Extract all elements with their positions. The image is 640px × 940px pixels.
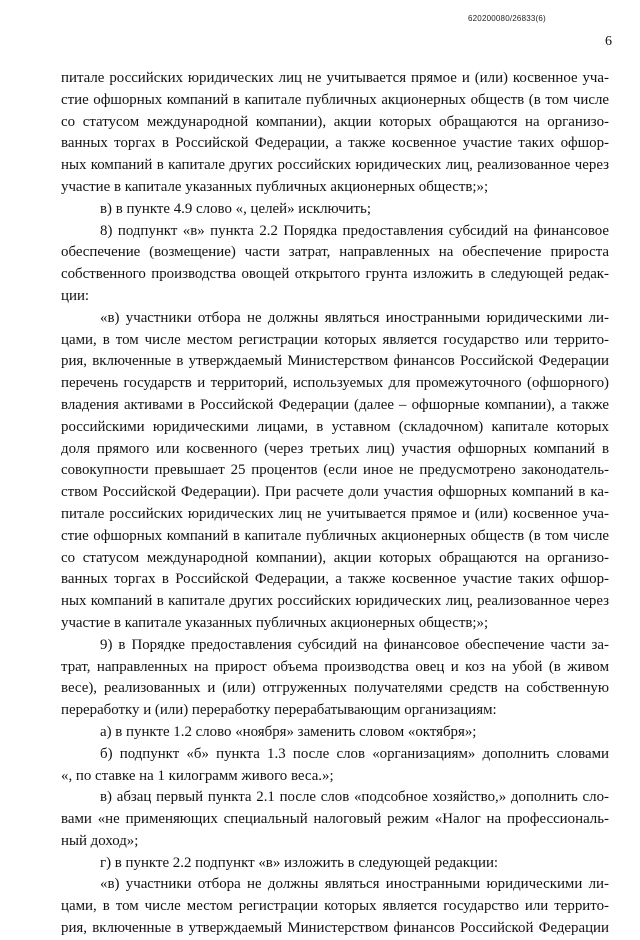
- text-line: ством Российской Федерации). При расчете доли участия офшорных компаний в ка-: [61, 484, 609, 501]
- text-line: «, по ставке на 1 килограмм живого веса.»;: [61, 767, 334, 784]
- document-body: [61, 68, 609, 940]
- text-line: стие офшорных компаний в капитале публичных акционерных обществ (в том числе: [61, 91, 609, 108]
- page-number: 6: [605, 34, 612, 49]
- text-line: «в) участники отбора не должны являться иностранными юридическими ли-: [100, 876, 609, 893]
- text-line: 8) подпункт «в» пункта 2.2 Порядка предоставления субсидий на финансовое: [100, 222, 609, 239]
- text-line: а) в пункте 1.2 слово «ноября» заменить словом «октября»;: [100, 723, 477, 740]
- text-line: рия, включенные в утверждаемый Министерством финансов Российской Федерации: [61, 353, 609, 370]
- text-line: участие в капитале указанных публичных акционерных обществ;»;: [61, 178, 489, 195]
- text-line: стие офшорных компаний в капитале публичных акционерных обществ (в том числе: [61, 527, 609, 544]
- text-line: в) в пункте 4.9 слово «, целей» исключить;: [100, 200, 371, 217]
- text-line: обеспечение (возмещение) части затрат, направленных на обеспечение прироста: [61, 244, 609, 261]
- text-line: владения активами в Российской Федерации (далее – офшорные компании), а также: [61, 396, 609, 413]
- text-line: со статусом международной компании), акции которых обращаются на организо-: [61, 549, 609, 566]
- text-line: совокупности превышает 25 процентов (если иное не предусмотрено законодатель-: [61, 462, 609, 479]
- text-line: вами «не применяющих специальный налоговый режим «Налог на профессиональ-: [61, 811, 609, 828]
- text-line: питале российских юридических лиц не учитывается прямое и (или) косвенное уча-: [61, 505, 609, 522]
- text-line: «в) участники отбора не должны являться иностранными юридическими ли-: [100, 309, 609, 326]
- document-id: 620200080/26833(6): [468, 14, 546, 23]
- text-line: участие в капитале указанных публичных акционерных обществ;»;: [61, 614, 489, 631]
- text-line: ный доход»;: [61, 832, 139, 849]
- text-line: со статусом международной компании), акции которых обращаются на организо-: [61, 113, 609, 130]
- text-line: 9) в Порядке предоставления субсидий на финансовое обеспечение части за-: [100, 636, 609, 653]
- text-line: питале российских юридических лиц не учитывается прямое и (или) косвенное уча-: [61, 70, 609, 86]
- text-line: весе), реализованных и (или) отгруженных получателями средств на собственную: [61, 680, 609, 697]
- text-line: цами, в том числе местом регистрации которых является государство или террито-: [61, 331, 609, 348]
- text-line: в) абзац первый пункта 2.1 после слов «подсобное хозяйство,» дополнить сло-: [100, 789, 609, 806]
- text-line: собственного производства овощей открытого грунта изложить в следующей редак-: [61, 266, 609, 283]
- text-line: трат, направленных на прирост объема производства овец и коз на убой (в живом: [61, 658, 609, 675]
- text-line: ванных торгах в Российской Федерации, а также косвенное участие таких офшор-: [61, 571, 609, 588]
- text-line: ных компаний в капитале других российских юридических лиц, реализованное через: [61, 593, 609, 610]
- text-line: переработку и (или) переработку перерабатывающим организациям:: [61, 702, 497, 719]
- text-line: г) в пункте 2.2 подпункт «в» изложить в следующей редакции:: [100, 854, 499, 871]
- text-line: доля прямого или косвенного (через третьих лиц) участия офшорных компаний в: [61, 440, 609, 457]
- text-line: б) подпункт «б» пункта 1.3 после слов «организациям» дополнить словами: [100, 745, 609, 762]
- text-line: российскими юридическими лицами, в уставном (складочном) капитале которых: [61, 418, 609, 435]
- text-line: рия, включенные в утверждаемый Министерством финансов Российской Федерации: [61, 920, 609, 937]
- text-line: перечень государств и территорий, используемых для промежуточного (офшорного): [61, 375, 609, 392]
- text-line: ции:: [61, 287, 90, 304]
- text-line: цами, в том числе местом регистрации которых является государство или террито-: [61, 898, 609, 915]
- text-line: ванных торгах в Российской Федерации, а также косвенное участие таких офшор-: [61, 135, 609, 152]
- text-line: ных компаний в капитале других российских юридических лиц, реализованное через: [61, 157, 609, 174]
